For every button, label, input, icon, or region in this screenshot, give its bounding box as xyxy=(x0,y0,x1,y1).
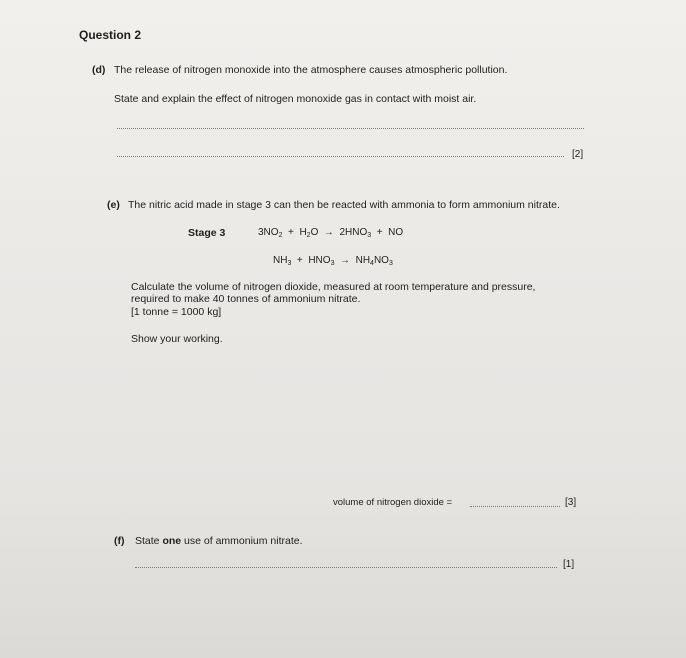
equation-stage3: $3NO_2 + H_2O \to 2HNO_3$ + NO xyxy=(258,227,404,239)
question-title: Question 2 xyxy=(79,28,142,42)
part-d-label: (d) xyxy=(92,64,106,76)
calc-line2: required to make 40 tonnes of ammonium nitrate. xyxy=(131,293,361,305)
part-d-line2: State and explain the effect of nitrogen monoxide gas in contact with moist air. xyxy=(114,93,477,105)
answer-line-d1[interactable] xyxy=(117,128,584,129)
calc-line1: Calculate the volume of nitrogen dioxide, measured at room temperature and pressure, xyxy=(131,281,536,293)
arrow-icon: → xyxy=(323,227,334,238)
arrow-icon: → xyxy=(340,255,351,266)
part-f-label: (f) xyxy=(114,535,125,547)
part-f-marks: [1] xyxy=(563,559,575,570)
part-f-text: State one use of ammonium nitrate. xyxy=(135,535,303,547)
part-d-marks: [2] xyxy=(572,149,584,160)
answer-line-f[interactable] xyxy=(135,567,557,568)
equation-ammonium-nitrate: $NH_3 + HNO_3 \to NH_4NO_3$ xyxy=(273,255,393,267)
answer-line-e[interactable] xyxy=(470,506,560,507)
stage-label: Stage 3 xyxy=(188,227,226,239)
part-d-line1: The release of nitrogen monoxide into the atmosphere causes atmospheric pollution. xyxy=(114,64,508,76)
calc-line3: [1 tonne = 1000 kg] xyxy=(131,306,222,318)
answer-label: volume of nitrogen dioxide = xyxy=(333,497,453,508)
show-working: Show your working. xyxy=(131,333,223,345)
part-e-label: (e) xyxy=(107,199,120,211)
part-e-intro: The nitric acid made in stage 3 can then be reacted with ammonia to form ammonium nitrate. xyxy=(128,199,560,211)
answer-line-d2[interactable] xyxy=(117,156,564,157)
part-e-marks: [3] xyxy=(565,497,577,508)
